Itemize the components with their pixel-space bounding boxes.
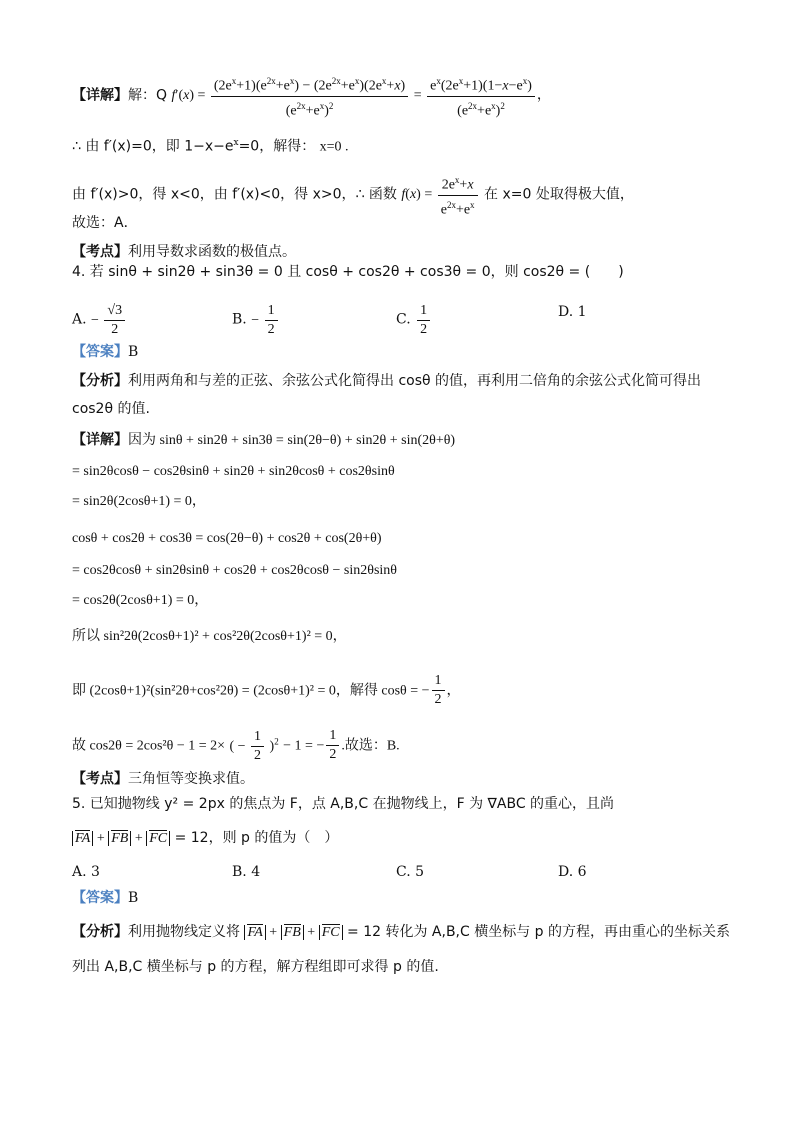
q4-option-d: D. 1 (558, 304, 587, 320)
q4-detail-line-6: = cos2θ(2cosθ+1) = 0， (72, 593, 209, 608)
q4-detail-line-1: 【详解】因为 sinθ + sin2θ + sin3θ = sin(2θ−θ) + sin2θ + sin(2θ+θ) (72, 432, 456, 448)
q4-detail-line-4: cosθ + cos2θ + cos3θ = cos(2θ−θ) + cos2θ + cos(2θ+θ) (72, 531, 382, 546)
q4-detail-line-8: 即 (2cosθ+1)²(sin²2θ+cos²2θ) = (2cosθ+1)² = 0，解得 cosθ = − $\frac{1}{2}$ ， (72, 673, 461, 707)
q4-detail-line-3: = sin2θ(2cosθ+1) = 0， (72, 494, 206, 509)
q4-stem: 4. 若 sinθ + sin2θ + sin3θ = 0 且 cosθ + cos2θ + cos3θ = 0，则 cos2θ = ( ) (72, 264, 624, 280)
q4-option-b: B. − $\frac{1}{2}$ (232, 302, 280, 339)
q5-analysis-2: 列出 A,B,C 横坐标与 p 的方程，解方程组即可求得 p 的值. (72, 959, 439, 975)
q4-detail-line-2: = sin2θcosθ − cos2θsinθ + sin2θ + sin2θcosθ + cos2θsinθ (72, 464, 395, 479)
q3-root-line: ∴ 由 f′(x)=0，即 $1-x-e^x=0$，解得： x=0 . (72, 138, 349, 155)
q3-kaodian (72, 242, 296, 262)
q4-kaodian: 【考点】三角恒等变换求值。 (72, 771, 254, 787)
q3-choose: 故选：A． (72, 215, 138, 231)
q3-derivative-line (72, 72, 551, 120)
q4-detail-line-7: 所以 sin²2θ(2cosθ+1)² + cos²2θ(2cosθ+1)² = 0， (72, 629, 347, 644)
mono-text-2: 在 x=0 处取得极大值， (484, 186, 634, 203)
q5-option-d: D. 6 (558, 864, 587, 880)
answer-value: B (128, 344, 139, 360)
q5-option-a: A. 3 (72, 864, 100, 880)
q4-analysis-1: 【分析】利用两角和与差的正弦、余弦公式化简得出 cosθ 的值，再利用二倍角的余弦公式化简可得出 (72, 373, 702, 389)
q5-stem-2: FA + FB + FC = 12，则 p 的值为（ ） (72, 828, 338, 849)
derivative-formula: f′(x) = $\frac{(2e^x+1)(e^{2x}+e^x) - (2e^{2x}+e^x)(2e^x+x)}{(e^{2x}+e^x)^2}$ = $\frac{e^x(2e^x+1)(1-x-e^x)}{(e^{2x}+e^x)^2}$ ， (171, 88, 550, 103)
analysis-label: 【分析】 (72, 373, 128, 389)
q5-answer: 【答案】B (72, 890, 139, 906)
kaodian-label: 【考点】 (72, 244, 128, 260)
q4-analysis-2: cos2θ 的值. (72, 401, 150, 417)
q4-option-a: A. − $\frac{√3}{2}$ (72, 302, 127, 339)
answer-label: 【答案】 (72, 344, 128, 360)
detail-label: 【详解】 (72, 87, 128, 104)
q4-option-c: C. $\frac{1}{2}$ (396, 302, 432, 339)
q5-option-c: C. 5 (396, 864, 425, 880)
kaodian-text: 利用导数求函数的极值点。 (128, 244, 296, 260)
q5-analysis-1: 【分析】利用抛物线定义将 FA + FB + FC = 12 转化为 A,B,C 横坐标与 p 的方程，再由重心的坐标关系 (72, 924, 731, 940)
root-text: ∴ 由 f′(x)=0，即 1−x−e (72, 138, 234, 155)
root-result: x=0 . (319, 139, 349, 155)
q3-monotonic-line: 由 f′(x)>0，得 x<0，由 f′(x)<0，得 x>0，∴ 函数 f(x) = $\frac{2e^x+x}{e^{2x}+e^x}$ 在 x=0 处取得极大值， (72, 171, 634, 219)
root-text-2: =0，解得： (238, 138, 316, 155)
detail-prefix: 解：Q (128, 87, 168, 104)
mono-text: 由 f′(x)>0，得 x<0，由 f′(x)<0，得 x>0，∴ 函数 (72, 186, 397, 203)
q4-detail-line-5: = cos2θcosθ + sin2θsinθ + cos2θ + cos2θcosθ − sin2θsinθ (72, 563, 397, 578)
q4-detail-line-9: 故 cos2θ = 2cos²θ − 1 = 2× ( − $\frac{1}{2}$ )$^2$ − 1 = − $\frac{1}{2}$ .故选：B. (72, 728, 400, 763)
q5-stem-1: 5. 已知抛物线 y² = 2px 的焦点为 F，点 A,B,C 在抛物线上，F 为 ∇ABC 的重心，且尚 (72, 796, 615, 812)
q4-answer (72, 342, 138, 362)
q5-option-b: B. 4 (232, 864, 261, 880)
